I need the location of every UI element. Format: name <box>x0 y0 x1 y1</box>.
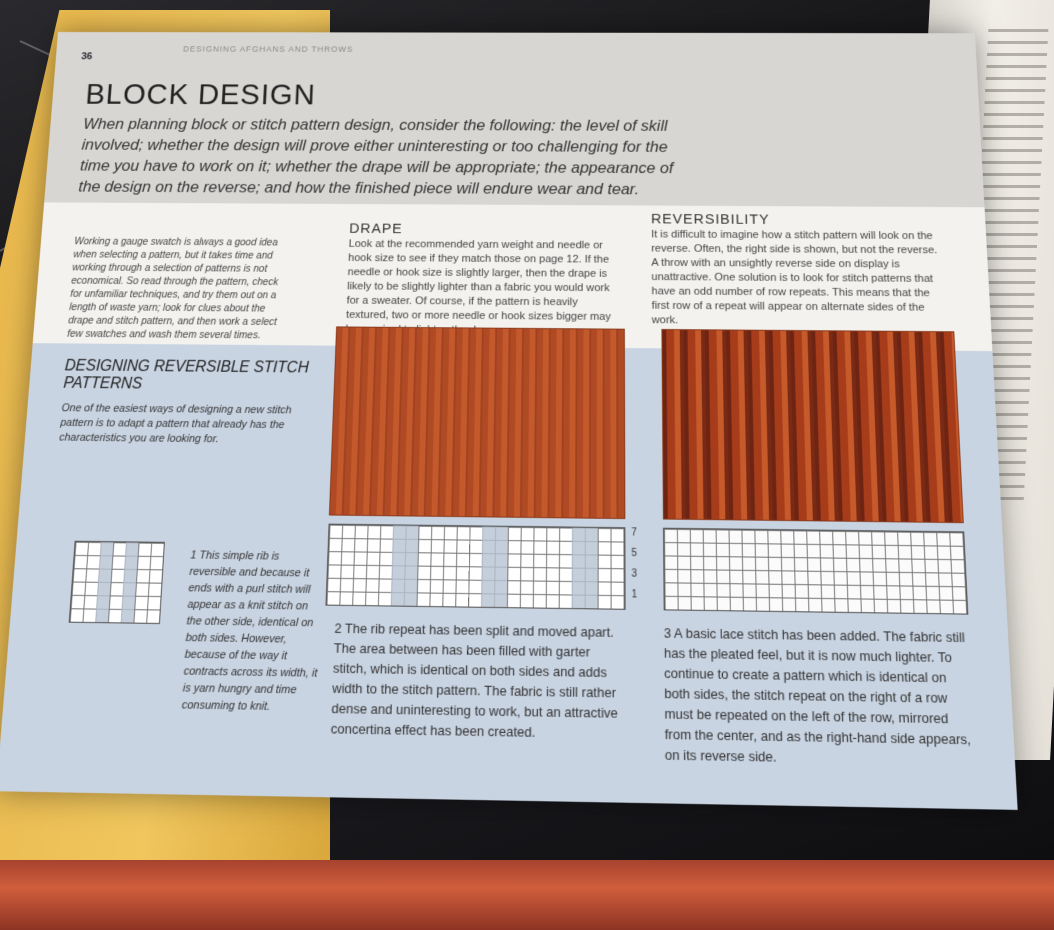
swatch-photo-rib <box>329 326 625 519</box>
red-book-edge <box>0 860 1054 930</box>
section-intro: One of the easiest ways of designing a new stitch pattern is to adapt a pattern that already has the characteristics you are looking for. <box>58 402 292 446</box>
page-number: 36 <box>80 51 93 62</box>
book-page <box>0 32 1018 810</box>
stitch-chart-2 <box>325 524 625 610</box>
stitch-chart-1 <box>69 541 165 624</box>
reversibility-heading: REVERSIBILITY <box>651 211 770 228</box>
swatch-photo-lace <box>661 329 963 523</box>
chart-column <box>391 525 419 605</box>
drape-heading: DRAPE <box>348 220 403 237</box>
caption-1: 1 This simple rib is reversible and because it ends with a purl stitch will appear as a knit stitch on the other side, identical on both sides. However, because of the way it contracts across its width, it is yarn hungry and time consuming to knit. <box>181 549 318 714</box>
stitch-chart-3 <box>663 528 968 615</box>
section-heading: DESIGNING REVERSIBLE STITCH PATTERNS <box>62 357 310 393</box>
chart-column <box>481 526 508 607</box>
page-title: BLOCK DESIGN <box>84 77 317 111</box>
chart-row-label: 7 <box>631 527 637 539</box>
chart-column <box>121 542 139 622</box>
chart-row-label: 1 <box>631 589 638 601</box>
running-head: DESIGNING AFGHANS AND THROWS <box>182 44 354 54</box>
chart-row-label: 5 <box>631 547 637 560</box>
chart-row-label: 3 <box>631 568 638 580</box>
chart-column <box>95 542 113 622</box>
drape-text: Look at the recommended yarn weight and needle or hook size to see if they match those on page 12. If the needle or hook size is slightly larger, then the drape is likely to be slightly lighter than a fabric you would work for a sweater. Of course, if the pattern is heavily textured, two or more needle or hook sizes bigger may <box>345 238 611 323</box>
chart-column <box>572 528 598 609</box>
reversibility-text: It is difficult to imagine how a stitch pattern will look on the reverse. Often, the right side is shown, but not the reverse. A throw with an unsightly reverse side on display is unattractive. One solution is to look for stitch patterns that have an odd number of row repeats. This means that the first row of a repeat will appear on alternate sides of the work. <box>651 228 938 327</box>
gauge-tip-text: Working a gauge swatch is always a good idea when selecting a pattern, but it takes time and working through a selection of patterns is not economical. So read through the pattern, check for unfamiliar techniques, and try them out on a length of waste yarn; look for clues about the drape and stitch pattern, and then work a select few swatches and wash them several times. <box>66 235 279 342</box>
intro-text: When planning block or stitch pattern design, consider the following: the level of skill involved; whether the design will prove either uninteresting or too challenging for the time you have to work on it; whether the drape will be appropriate; the appearance of the design on the reverse; and how the finished piece will endure wear and tear. <box>77 115 674 199</box>
caption-2: 2 The rib repeat has been split and moved apart. The area between has been filled with garter stitch, which is identical on both sides and adds width to the stitch pattern. The fabric is still rather dense and uninteresting to work, but an attractive concertina effect has been created. <box>330 620 618 741</box>
caption-3: 3 A basic lace stitch has been added. The fabric still has the pleated feel, but it is now much lighter. To continue to create a pattern which is identical on both sides, the stitch repeat on the right of a row must be repeated on the left of the row, mirrored from the center, and as the right-hand side appears, on its reverse side. <box>663 625 972 765</box>
